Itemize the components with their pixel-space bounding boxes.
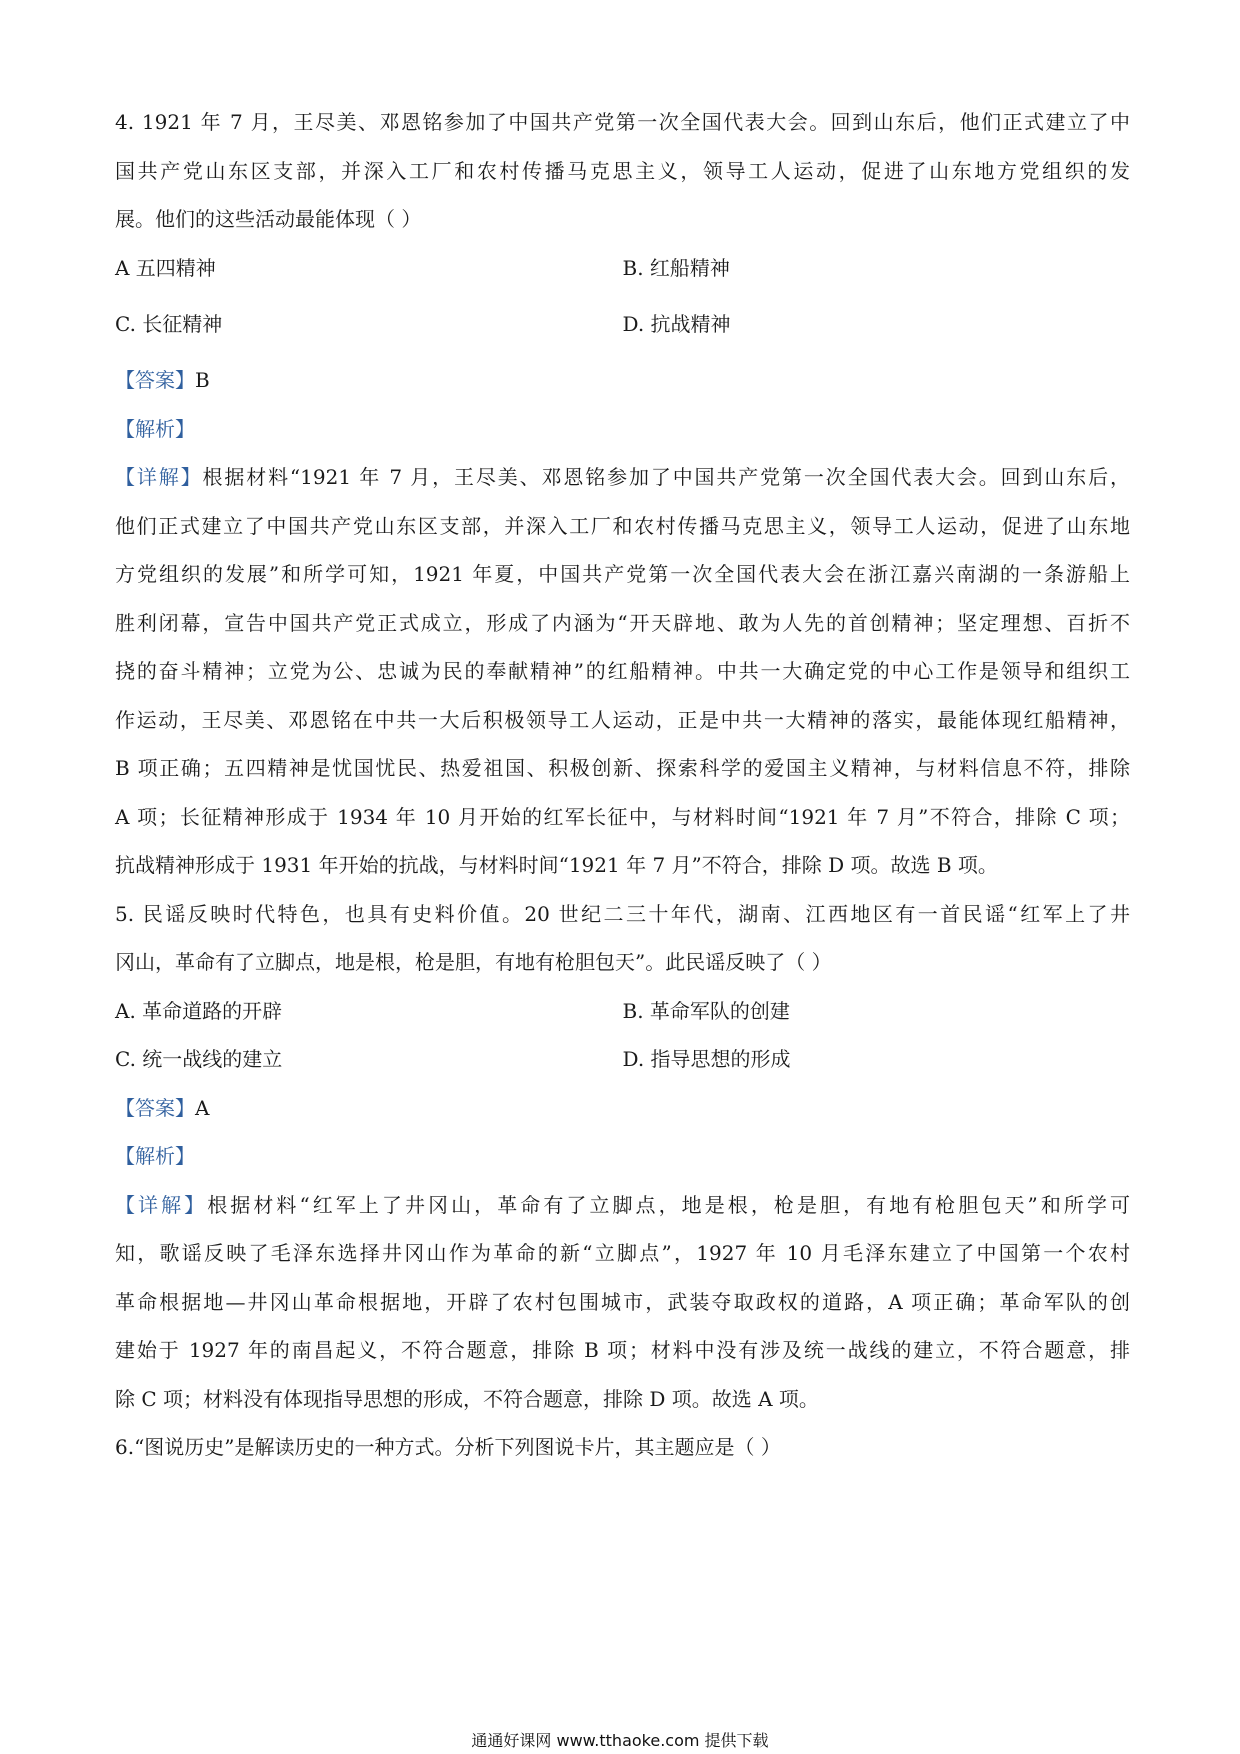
- question-5-stem-line: 冈山，革命有了立脚点，地是根，枪是胆，有地有枪胆包天”。此民谣反映了（ ）: [115, 950, 832, 974]
- page-footer: 通通好课网 www.tthaoke.com 提供下载: [471, 1731, 769, 1750]
- detail-text: 根据材料“1921 年 7 月，王尽美、邓恩铭参加了中国共产党第一次全国代表大会。回到山东后，: [202, 465, 1131, 489]
- question-6-stem-line: 6.“图说历史”是解读历史的一种方式。分析下列图说卡片，其主题应是（ ）: [115, 1435, 781, 1459]
- option-c: C. 统一战线的建立: [115, 1047, 283, 1071]
- detail-line: 抗战精神形成于 1931 年开始的抗战，与材料时间“1921 年 7 月”不符合，排除 D 项。故选 B 项。: [115, 853, 998, 877]
- document-page: [115, 98, 1130, 1472]
- answer-line: [115, 1084, 1130, 1133]
- detail-line: 他们正式建立了中国共产党山东区支部，并深入工厂和农村传播马克思主义，领导工人运动，促进了山东地: [115, 513, 1130, 538]
- question-5-stem-line: 5. 民谣反映时代特色，也具有史料价值。20 世纪二三十年代，湖南、江西地区有一首民谣“红军上了井: [115, 901, 1130, 926]
- option-d: D. 指导思想的形成: [622, 1047, 791, 1071]
- detail-line: 作运动，王尽美、邓恩铭在中共一大后积极领导工人运动，正是中共一大精神的落实，最能体现红船精神，: [115, 707, 1130, 732]
- option-c: C. 长征精神: [115, 312, 223, 336]
- question-4-stem-line: 展。他们的这些活动最能体现（ ）: [115, 207, 422, 231]
- option-d: D. 抗战精神: [622, 312, 731, 336]
- detail-line: [115, 453, 1130, 502]
- detail-text: 根据材料“红军上了井冈山，革命有了立脚点，地是根，枪是胆，有地有枪胆包天”和所学可: [207, 1192, 1130, 1217]
- detail-line: B 项正确；五四精神是忧国忧民、热爱祖国、积极创新、探索科学的爱国主义精神，与材料信息不符，排除: [115, 756, 1130, 780]
- question-4: [115, 98, 1130, 890]
- analysis-tag: 【解析】: [115, 416, 195, 441]
- question-4-options-row: [115, 292, 1130, 356]
- option-a: A. 革命道路的开辟: [115, 998, 283, 1023]
- analysis-line: [115, 1132, 1130, 1181]
- question-6: [115, 1423, 1130, 1472]
- question-5: [115, 890, 1130, 1424]
- detail-line: 革命根据地—井冈山革命根据地，开辟了农村包围城市，武装夺取政权的道路，A 项正确；革命军队的创: [115, 1289, 1130, 1314]
- question-5-options-row: [115, 987, 1130, 1036]
- analysis-tag: 【解析】: [115, 1144, 195, 1168]
- analysis-line: [115, 405, 1130, 454]
- detail-line: 知，歌谣反映了毛泽东选择井冈山作为革命的新“立脚点”，1927 年 10 月毛泽东建立了中国第一个农村: [115, 1241, 1130, 1265]
- question-4-stem-line: 国共产党山东区支部，并深入工厂和农村传播马克思主义，领导工人运动，促进了山东地方党组织的发: [115, 158, 1130, 183]
- answer-tag: 【答案】: [115, 368, 195, 392]
- detail-line: [115, 1181, 1130, 1230]
- answer-tag: 【答案】: [115, 1095, 195, 1120]
- detail-line: 除 C 项；材料没有体现指导思想的形成，不符合题意，排除 D 项。故选 A 项。: [115, 1386, 819, 1411]
- detail-tag: 【详解】: [115, 465, 203, 489]
- answer-line: [115, 356, 1130, 405]
- detail-line: A 项；长征精神形成于 1934 年 10 月开始的红军长征中，与材料时间“1921 年 7 月”不符合，排除 C 项；: [115, 804, 1130, 829]
- option-a: A 五四精神: [115, 255, 216, 280]
- detail-line: 挠的奋斗精神；立党为公、忠诚为民的奉献精神”的红船精神。中共一大确定党的中心工作是领导和组织工: [115, 659, 1130, 683]
- detail-line: 建始于 1927 年的南昌起义，不符合题意，排除 B 项；材料中没有涉及统一战线的建立，不符合题意，排: [115, 1338, 1130, 1362]
- answer-value: A: [195, 1095, 210, 1120]
- option-b: B. 革命军队的创建: [622, 998, 790, 1023]
- question-5-options-row: [115, 1035, 1130, 1084]
- option-b: B. 红船精神: [622, 255, 730, 280]
- detail-tag: 【详解】: [115, 1192, 208, 1217]
- answer-value: B: [195, 368, 210, 392]
- detail-line: 方党组织的发展”和所学可知，1921 年夏，中国共产党第一次全国代表大会在浙江嘉兴南湖的一条游船上: [115, 562, 1130, 586]
- question-4-stem-line: 4. 1921 年 7 月，王尽美、邓恩铭参加了中国共产党第一次全国代表大会。回到山东后，他们正式建立了中: [115, 110, 1130, 134]
- detail-line: 胜利闭幕，宣告中国共产党正式成立，形成了内涵为“开天辟地、敢为人先的首创精神；坚定理想、百折不: [115, 610, 1130, 635]
- question-4-options-row: [115, 244, 1130, 293]
